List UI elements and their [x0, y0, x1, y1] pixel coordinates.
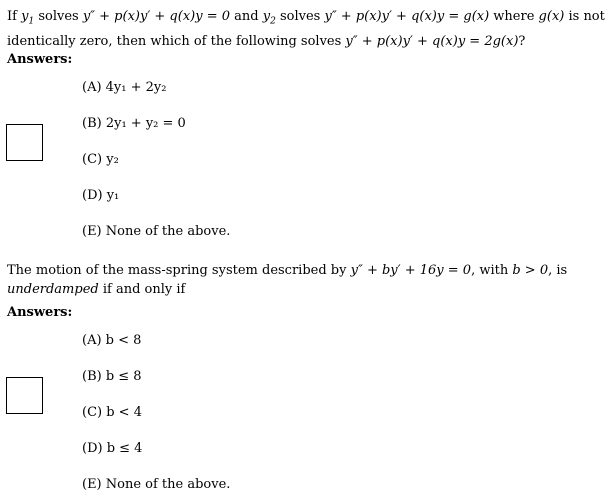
q2-equation: y″ + by′ + 16y = 0 [350, 263, 472, 278]
q1-var-y1: $y_1$ [21, 9, 35, 27]
q1-text-segment: solves [275, 9, 325, 24]
q1-nonhomogeneous-equation: y″ + p(x)y′ + q(x)y = g(x) [324, 9, 490, 24]
q2-answers-label: Answers: [7, 305, 73, 320]
q2-answer-box[interactable] [6, 377, 43, 414]
q2-choice-d: (D) b ≤ 4 [82, 441, 143, 456]
q2-choice-b: (B) b ≤ 8 [82, 369, 142, 384]
q1-choice-e: (E) None of the above. [82, 224, 231, 239]
q2-text-segment: if and only if [98, 282, 186, 297]
q2-choice-a: (A) b < 8 [82, 333, 142, 348]
q2-text-segment: , is [548, 263, 568, 278]
q2-choice-c: (C) b < 4 [82, 405, 142, 420]
q1-target-equation: y″ + p(x)y′ + q(x)y = 2g(x) [345, 33, 519, 49]
q1-text-segment: is not identically zero, then which of the following solves [7, 9, 605, 49]
q1-var-y2: $y_2$ [262, 9, 276, 27]
q1-choice-a: (A) 4y₁ + 2y₂ [82, 80, 167, 95]
q1-answer-box[interactable] [6, 124, 43, 161]
q1-text-segment: where [489, 9, 539, 24]
q2-text-segment: The motion of the mass-spring system described by [7, 263, 351, 278]
q2-condition: b > 0 [512, 263, 549, 278]
q1-choice-c: (C) y₂ [82, 152, 119, 167]
q1-choice-b: (B) 2y₁ + y₂ = 0 [82, 116, 186, 131]
q2-emphasis-term: underdamped [7, 282, 99, 297]
q2-text-segment: , with [471, 263, 513, 278]
q1-text-segment: solves [34, 9, 83, 24]
q1-choice-d: (D) y₁ [82, 188, 120, 203]
q1-text-segment: If [7, 9, 22, 24]
q1-homogeneous-equation: y″ + p(x)y′ + q(x)y = 0 [82, 9, 231, 24]
q1-text-segment: and [230, 9, 263, 24]
q2-choice-e: (E) None of the above. [82, 477, 231, 492]
q1-forcing-function: g(x) [538, 9, 565, 24]
q1-answers-label: Answers: [7, 52, 73, 67]
question-2-text [7, 261, 607, 299]
q1-text-segment: ? [518, 33, 526, 49]
question-1-text [7, 7, 607, 51]
